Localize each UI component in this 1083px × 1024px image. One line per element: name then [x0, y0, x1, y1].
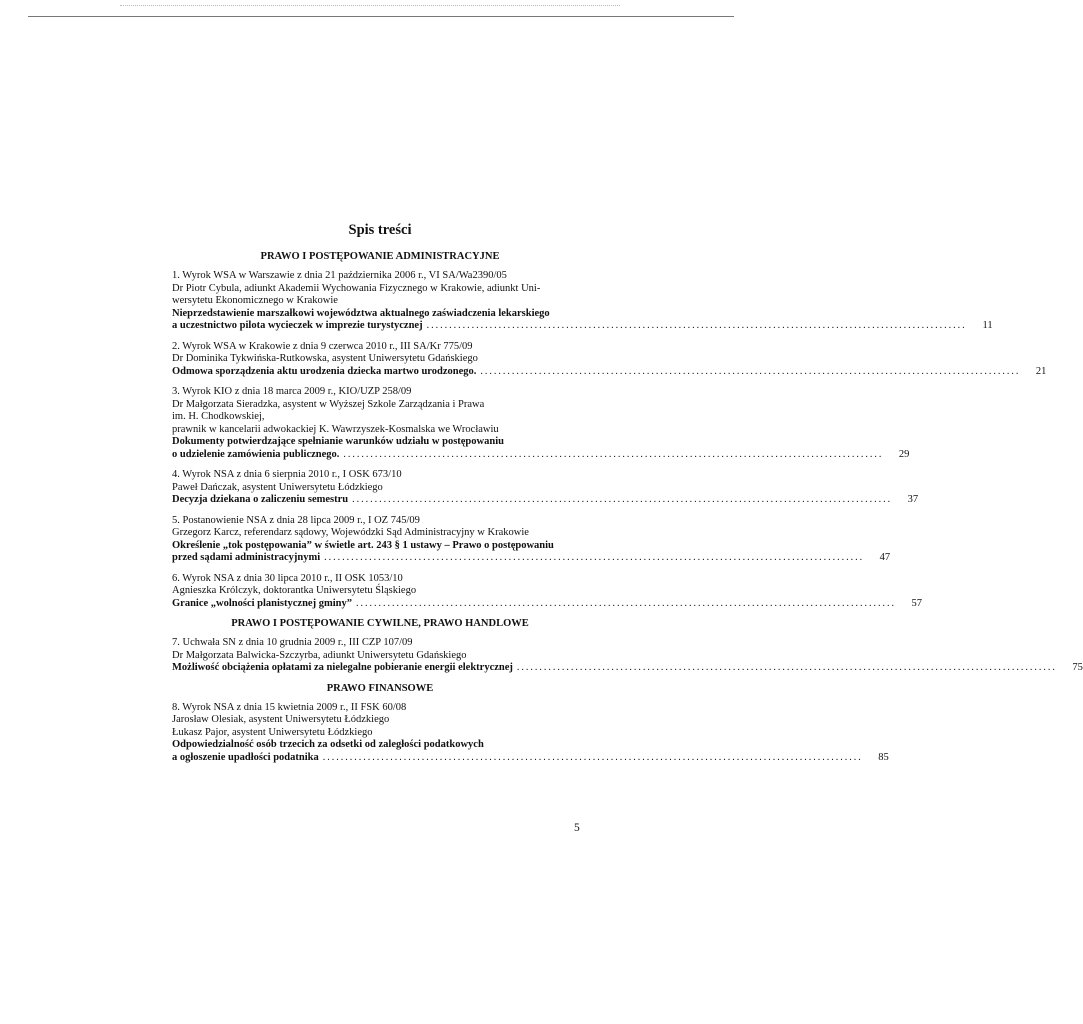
toc-entry [172, 637, 1083, 675]
dot-leader: ........................................................................................................................ [426, 320, 967, 331]
toc-page-number: 29 [898, 448, 910, 460]
article-title-line: a uczestnictwo pilota wycieczek w imprezie turystycznej [172, 320, 423, 331]
toc-page-number: 57 [911, 597, 922, 609]
case-reference: 5. Postanowienie NSA z dnia 28 lipca 2009 r., I OZ 745/09 [172, 514, 420, 526]
toc-entry [172, 514, 891, 565]
toc-page-number: 11 [982, 320, 993, 331]
author-line: im. H. Chodkowskiej, [172, 411, 265, 422]
case-reference: 2. Wyrok WSA w Krakowie z dnia 9 czerwca 2010 r., III SA/Kr 775/09 [172, 340, 473, 352]
dot-leader: ........................................................................................................................ [516, 662, 1057, 673]
toc-line [172, 662, 1083, 675]
toc-entry [172, 572, 922, 611]
author-line: wersytetu Ekonomicznego w Krakowie [172, 295, 338, 306]
article-title-line: przed sądami administracyjnymi [172, 552, 321, 563]
dot-leader: ........................................................................................................................ [324, 552, 865, 563]
case-reference: 4. Wyrok NSA z dnia 6 sierpnia 2010 r., I OSK 673/10 [172, 469, 402, 480]
section-heading: PRAWO FINANSOWE [326, 682, 434, 694]
toc-line [172, 494, 919, 507]
article-title-line: Decyzja dziekana o zaliczeniu semestru [172, 494, 349, 505]
author-line: Paweł Dańczak, asystent Uniwersytetu Łódzkiego [172, 481, 383, 493]
author-line: Dr Małgorzata Sieradzka, asystent w Wyższej Szkole Zarządzania i Prawa [172, 398, 485, 410]
dot-leader: ........................................................................................................................ [343, 448, 884, 460]
article-title-line: Nieprzedstawienie marszałkowi województwa aktualnego zaświadczenia lekarskiego [172, 307, 550, 319]
toc-page-number: 37 [907, 494, 919, 505]
author-line: Łukasz Pajor, asystent Uniwersytetu Łódzkiego [172, 726, 373, 738]
toc-entry [172, 701, 889, 765]
author-line: Dr Piotr Cybula, adiunkt Akademii Wychowania Fizycznego w Krakowie, adiunkt Uni- [172, 282, 541, 294]
article-title-line: Określenie „tok postępowania” w świetle art. 243 § 1 ustawy – Prawo o postępowaniu [172, 539, 554, 551]
page-number: 5 [574, 822, 580, 834]
toc-entry [172, 270, 993, 333]
toc-entry [172, 386, 910, 461]
toc-line [172, 552, 891, 565]
scan-artifact-dots [120, 5, 620, 7]
author-line: Jarosław Olesiak, asystent Uniwersytetu Łódzkiego [172, 714, 390, 725]
author-line: Dr Małgorzata Balwicka-Szczyrba, adiunkt Uniwersytetu Gdańskiego [172, 649, 467, 661]
dot-leader: ........................................................................................................................ [355, 597, 896, 609]
case-reference: 6. Wyrok NSA z dnia 30 lipca 2010 r., II OSK 1053/10 [172, 572, 403, 584]
author-line: prawnik w kancelarii adwokackiej K. Wawrzyszek-Kosmalska we Wrocławiu [172, 423, 499, 435]
table-of-contents [172, 222, 1083, 772]
article-title-line: Możliwość obciążenia opłatami za nielegalne pobieranie energii elektrycznej [172, 662, 513, 673]
author-line: Dr Dominika Tykwińska-Rutkowska, asystent Uniwersytetu Gdańskiego [172, 353, 478, 364]
article-title-line: Dokumenty potwierdzające spełnianie warunków udziału w postępowaniu [172, 436, 504, 447]
case-reference: 7. Uchwała SN z dnia 10 grudnia 2009 r., III CZP 107/09 [172, 637, 413, 648]
author-line: Grzegorz Karcz, referendarz sądowy, Wojewódzki Sąd Administracyjny w Krakowie [172, 527, 529, 538]
toc-page-number: 75 [1072, 662, 1083, 673]
toc-page-number: 21 [1035, 365, 1047, 377]
dot-leader: ........................................................................................................................ [352, 494, 893, 505]
section-heading: PRAWO I POSTĘPOWANIE ADMINISTRACYJNE [260, 251, 500, 262]
toc-page-number: 47 [879, 552, 891, 563]
case-reference: 8. Wyrok NSA z dnia 15 kwietnia 2009 r., II FSK 60/08 [172, 701, 407, 713]
toc-line [172, 320, 993, 333]
page-title: Spis treści [348, 222, 412, 238]
toc-entry [172, 469, 919, 507]
case-reference: 3. Wyrok KIO z dnia 18 marca 2009 r., KIO/UZP 258/09 [172, 386, 412, 397]
toc-entry [172, 340, 1047, 379]
article-title-line: Granice „wolności planistycznej gminy” [172, 597, 352, 609]
toc-page-number: 85 [878, 751, 889, 763]
section-heading: PRAWO I POSTĘPOWANIE CYWILNE, PRAWO HANDLOWE [231, 618, 529, 629]
article-title-line: a ogłoszenie upadłości podatnika [172, 751, 319, 763]
toc-sections [172, 251, 1083, 764]
dot-leader: ........................................................................................................................ [480, 365, 1021, 377]
toc-line [172, 448, 910, 462]
author-line: Agnieszka Królczyk, doktorantka Uniwersytetu Śląskiego [172, 585, 417, 596]
dot-leader: ........................................................................................................................ [322, 751, 863, 763]
toc-line [172, 597, 922, 611]
scan-artifact-line [28, 16, 734, 17]
article-title-line: Odmowa sporządzenia aktu urodzenia dziecka martwo urodzonego. [172, 365, 477, 377]
toc-line [172, 365, 1047, 379]
article-title-line: Odpowiedzialność osób trzecich za odsetki od zaległości podatkowych [172, 739, 484, 750]
article-title-line: o udzielenie zamówienia publicznego. [172, 448, 340, 460]
case-reference: 1. Wyrok WSA w Warszawie z dnia 21 października 2006 r., VI SA/Wa2390/05 [172, 270, 507, 281]
toc-line [172, 751, 889, 765]
